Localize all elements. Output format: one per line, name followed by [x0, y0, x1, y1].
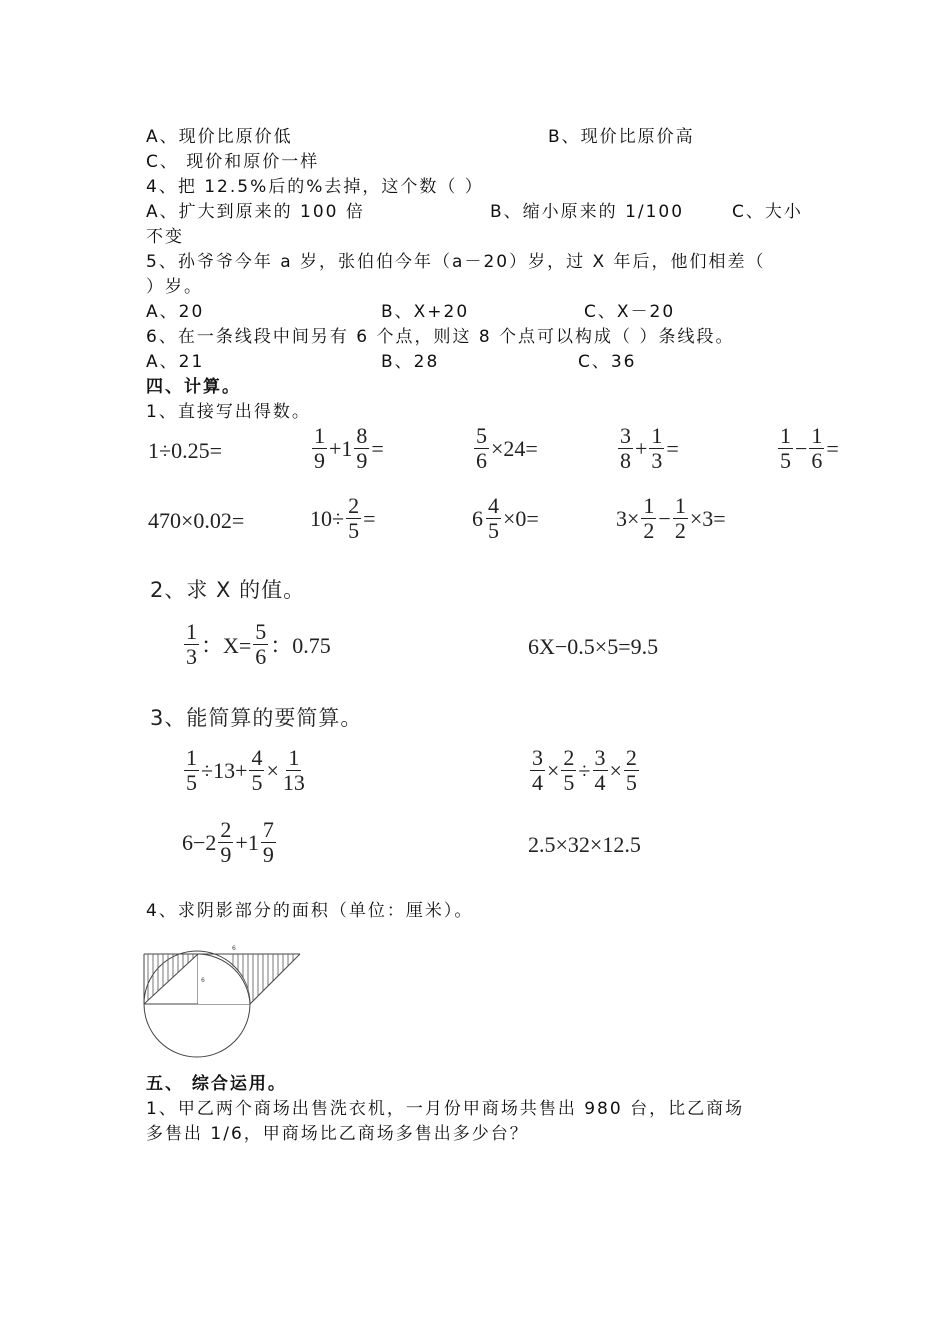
fraction: [474, 424, 489, 473]
numerator: 1: [674, 493, 686, 518]
calc-expr-6: [148, 508, 244, 534]
numerator: 3: [532, 745, 543, 770]
operator: +1: [235, 829, 259, 855]
simplify-expr-4-text: 2.5×32×12.5: [528, 832, 641, 857]
operator: ×: [609, 757, 622, 783]
simplify-expr-1: [182, 746, 309, 795]
denominator: 2: [643, 518, 655, 543]
calc-expr-2: [310, 424, 384, 473]
section4-sub1: 1、直接写出得数。: [146, 402, 311, 422]
operator: ：X=: [201, 633, 252, 658]
numerator: 1: [643, 493, 655, 518]
numerator: 2: [625, 745, 637, 770]
shaded-area-figure: [138, 942, 308, 1058]
section5-q1-line2: 多售出 1/6，甲商场比乙商场多售出多少台？: [146, 1124, 529, 1144]
calc-expr-8: [472, 494, 539, 543]
denominator: 4: [594, 770, 606, 795]
fraction: [673, 494, 688, 543]
calc-expr-5: [776, 424, 839, 473]
equals: =: [363, 505, 376, 531]
numerator: 3: [594, 745, 606, 770]
q3-option-a: A、现价比原价低: [146, 127, 293, 147]
fraction: [624, 746, 639, 795]
fraction: [593, 746, 608, 795]
operator: ÷13+: [201, 757, 248, 783]
diagonal: [144, 954, 198, 1004]
fraction: [530, 746, 545, 795]
denominator: 5: [488, 518, 499, 543]
denominator: 9: [262, 842, 274, 867]
mixed-integer: 6: [472, 505, 483, 531]
q5-stem: 5、孙爷爷今年 a 岁，张伯伯今年（a－20）岁，过 X 年后，他们相差（: [146, 252, 766, 272]
fraction: [218, 818, 233, 867]
q6-option-a: A、21: [146, 352, 205, 372]
denominator: 9: [220, 842, 232, 867]
fraction: [641, 494, 656, 543]
simplify-expr-2: [528, 746, 641, 795]
numerator: 1: [186, 745, 197, 770]
fraction: [261, 818, 276, 867]
operator: ÷: [578, 757, 591, 783]
numerator: 1: [651, 423, 663, 448]
q5-option-c: C、X－20: [584, 302, 676, 322]
operator: −: [795, 435, 808, 461]
equals: =: [666, 435, 679, 461]
fraction: [354, 424, 369, 473]
q5-option-b: B、X+20: [381, 302, 470, 322]
numerator: 2: [220, 817, 232, 842]
operator: ×0=: [503, 505, 539, 531]
label-mid: 6: [201, 977, 205, 984]
solve-expr-2-text: 6X−0.5×5=9.5: [528, 634, 659, 659]
operator: 10÷: [310, 505, 345, 531]
denominator: 4: [532, 770, 543, 795]
calc-expr-4: [616, 424, 679, 473]
fraction: [346, 494, 361, 543]
denominator: 6: [476, 448, 487, 473]
q3-option-c: C、 现价和原价一样: [146, 152, 320, 172]
section4-title: 四、计算。: [146, 377, 241, 397]
operator: ×: [266, 757, 279, 783]
numerator: 4: [488, 493, 499, 518]
fraction: [312, 424, 327, 473]
numerator: 7: [262, 817, 274, 842]
fraction: [809, 424, 824, 473]
operator: 3×: [616, 505, 640, 531]
operator: 6−2: [182, 829, 217, 855]
calc-expr-6-text: 470×0.02=: [148, 508, 245, 533]
simplify-expr-4: [528, 832, 641, 858]
numerator: 2: [563, 745, 575, 770]
solve-expr-1: [182, 620, 331, 669]
denominator: 9: [314, 448, 325, 473]
right-slant: [250, 954, 300, 1004]
fraction: [486, 494, 501, 543]
denominator: 2: [674, 518, 686, 543]
label-top: 6: [232, 945, 236, 952]
numerator: 1: [811, 423, 823, 448]
q6-stem: 6、在一条线段中间另有 6 个点，则这 8 个点可以构成（ ）条线段。: [146, 327, 735, 347]
fraction: [778, 424, 793, 473]
operator: ×3=: [689, 505, 726, 531]
denominator: 3: [186, 644, 197, 669]
denominator: 5: [186, 770, 197, 795]
denominator: 6: [811, 448, 823, 473]
denominator: 5: [251, 770, 263, 795]
operator: ：0.75: [270, 633, 331, 658]
numerator: 1: [288, 745, 300, 770]
operator: ×: [547, 757, 560, 783]
q3-option-b: B、现价比原价高: [548, 127, 695, 147]
section4-sub4: 4、求阴影部分的面积（单位：厘米）。: [146, 901, 474, 921]
denominator: 9: [356, 448, 368, 473]
operator: ×24=: [491, 435, 538, 461]
operator: +1: [329, 435, 353, 461]
q6-option-c: C、36: [578, 352, 637, 372]
numerator: 5: [255, 619, 267, 644]
q5-stem-cont: ）岁。: [146, 277, 203, 297]
q4-option-a: A、扩大到原来的 100 倍: [146, 202, 365, 222]
fraction: [561, 746, 576, 795]
fraction: [249, 746, 264, 795]
q4-option-b: B、缩小原来的 1/100: [490, 202, 685, 222]
q5-option-a: A、20: [146, 302, 205, 322]
section4-sub3: 3、能简算的要简算。: [150, 706, 363, 730]
fraction: [618, 424, 633, 473]
q4-option-c: C、大小: [732, 202, 803, 222]
numerator: 4: [251, 745, 263, 770]
simplify-expr-3: [182, 818, 278, 867]
denominator: 6: [255, 644, 267, 669]
numerator: 5: [476, 423, 487, 448]
fraction: [184, 620, 199, 669]
q4-option-c-cont: 不变: [146, 227, 184, 247]
q4-stem: 4、把 12.5%后的%去掉，这个数（ ）: [146, 177, 484, 197]
operator: −: [658, 505, 671, 531]
numerator: 1: [186, 619, 197, 644]
numerator: 3: [620, 423, 631, 448]
fraction: [649, 424, 664, 473]
fraction: [253, 620, 268, 669]
solve-expr-2: [528, 634, 658, 660]
section5-title: 五、 综合运用。: [146, 1074, 287, 1094]
section5-q1-line1: 1、甲乙两个商场出售洗衣机，一月份甲商场共售出 980 台，比乙商场: [146, 1099, 745, 1119]
numerator: 1: [314, 423, 325, 448]
numerator: 2: [348, 493, 360, 518]
denominator: 3: [651, 448, 663, 473]
denominator: 8: [620, 448, 631, 473]
calc-expr-1-text: 1÷0.25=: [148, 438, 222, 463]
denominator: 5: [625, 770, 637, 795]
equals: =: [371, 435, 384, 461]
denominator: 5: [348, 518, 360, 543]
operator: +: [635, 435, 648, 461]
fraction: [184, 746, 199, 795]
calc-expr-3: [472, 424, 538, 473]
numerator: 8: [356, 423, 368, 448]
section4-sub2: 2、求 X 的值。: [150, 578, 306, 602]
calc-expr-7: [310, 494, 376, 543]
fraction: [281, 746, 307, 795]
equals: =: [826, 435, 839, 461]
calc-expr-9: [616, 494, 726, 543]
denominator: 5: [780, 448, 791, 473]
denominator: 13: [282, 770, 305, 795]
q6-option-b: B、28: [381, 352, 440, 372]
calc-expr-1: [148, 438, 222, 464]
denominator: 5: [563, 770, 575, 795]
numerator: 1: [780, 423, 791, 448]
